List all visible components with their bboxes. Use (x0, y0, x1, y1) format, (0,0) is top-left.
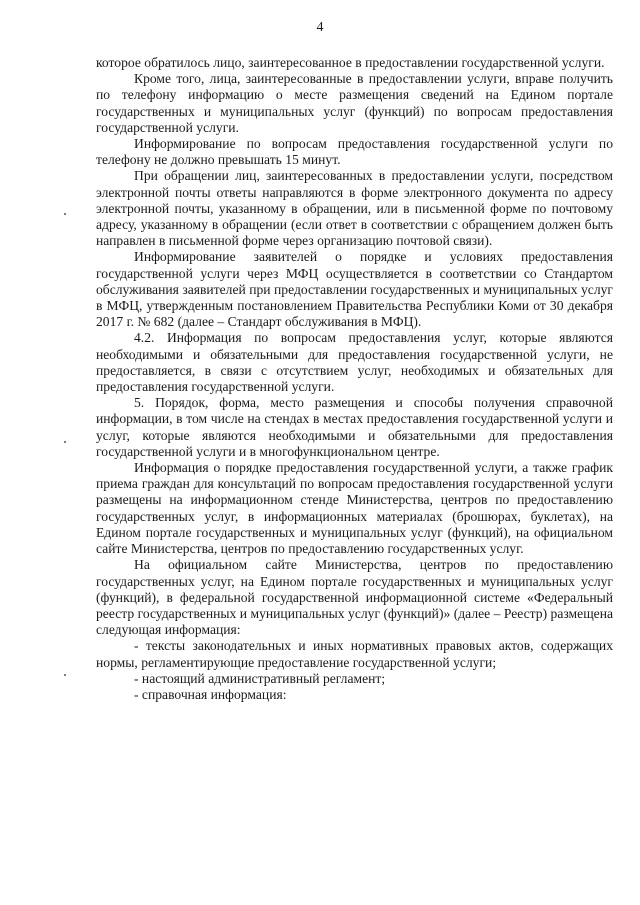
paragraph-3: Информирование по вопросам предоставления государственной услуги по телефону не должно превышать 15 минут. (96, 136, 613, 168)
list-item: - справочная информация: (134, 686, 287, 702)
paragraph-9: На официальном сайте Министерства, центров по предоставлению государственных услуг, на Едином портале государственных и муниципальных услуг (функций), в федеральной государственной информационной системе «Федеральный реестр государственных и муниципальных услуг (функций)» (далее – Реестр) размещена следующая информация: (96, 557, 613, 638)
paragraph-8: Информация о порядке предоставления государственной услуги, а также график приема граждан для консультаций по вопросам предоставления государственной услуги размещены на информационном стенде Министерства, центров по предоставлению государственных услуг, в информационных материалах (брошюрах, буклетах), на Едином портале государственных и муниципальных услуг (функций), на официальном сайте Министерства, центров по предоставлению государственных услуг. (96, 460, 613, 557)
paragraph-5: Информирование заявителей о порядке и условиях предоставления государственной услуги через МФЦ осуществляется в соответствии со Стандартом обслуживания заявителей при предоставлении государственных и муниципальных услуг в МФЦ, утвержденным постановлением Правительства Республики Коми от 30 декабря 2017 г. № 682 (далее – Стандарт обслуживания в МФЦ). (96, 249, 613, 330)
paragraph-4: При обращении лиц, заинтересованных в предоставлении услуги, посредством электронной почты ответы направляются в форме электронного документа по адресу электронной почты, указанному в обращении, или в письменной форме по почтовому адресу, указанному в обращении (если ответ в соответствии с обращением должен быть направлен в письменной форме через организацию почтовой связи). (96, 168, 613, 249)
list-item: - тексты законодательных и иных нормативных правовых актов, содержащих нормы, регламентирующие предоставление государственной услуги; (96, 638, 613, 670)
page-number: 4 (316, 20, 324, 35)
paragraph-6: 4.2. Информация по вопросам предоставления услуг, которые являются необходимыми и обязательными для предоставления государственной услуги, не предоставляется, в связи с отсутствием услуг, необходимых и обязательных для предоставления государственной услуги. (96, 330, 613, 395)
document-body (96, 55, 613, 703)
margin-mark (64, 674, 66, 676)
paragraph-1: которое обратилось лицо, заинтересованное в предоставлении государственной услуги. (96, 55, 605, 70)
paragraph-2: Кроме того, лица, заинтересованные в предоставлении услуги, вправе получить по телефону информацию о месте размещения сведений на Едином портале государственных и муниципальных услуг (функций) по вопросам предоставления государственной услуги. (96, 71, 613, 135)
paragraph-7: 5. Порядок, форма, место размещения и способы получения справочной информации, в том числе на стендах в местах предоставления государственной услуги и услуг, которые являются необходимыми и обязательными для предоставления государственной услуги и в многофункциональном центре. (96, 395, 613, 459)
list-item: - настоящий административный регламент; (134, 670, 386, 686)
margin-mark (64, 213, 66, 215)
margin-mark (64, 441, 66, 443)
